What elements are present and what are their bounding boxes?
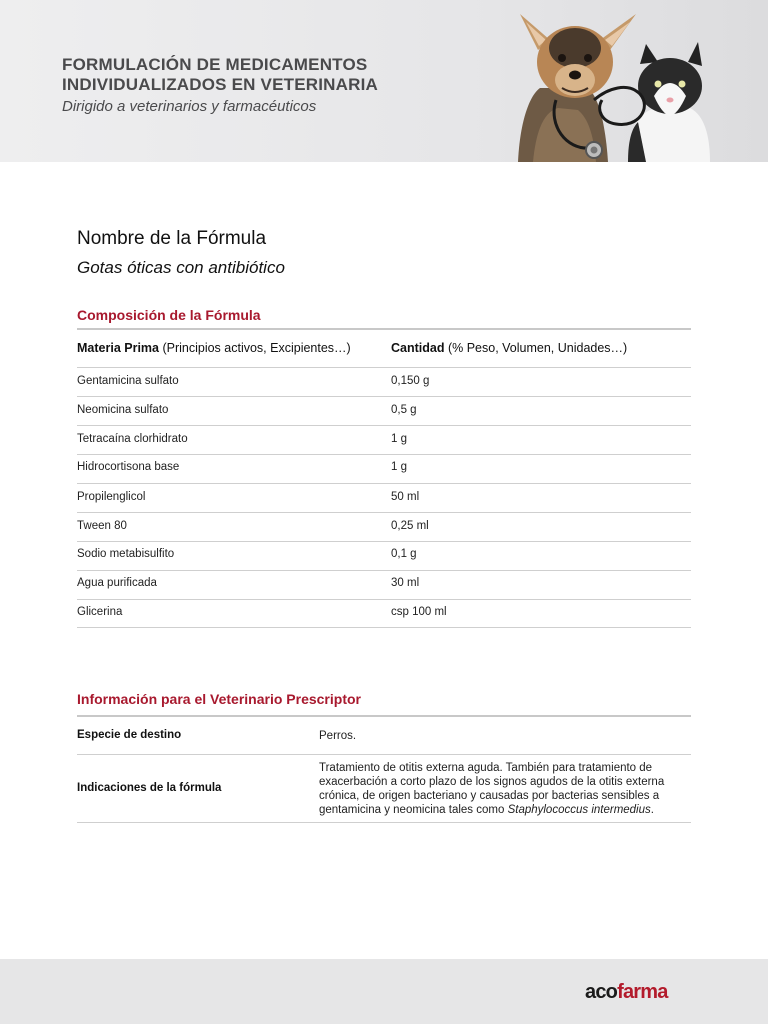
amount-cell: 0,25 ml: [391, 520, 429, 532]
header-banner: [0, 0, 768, 162]
material-cell: Tween 80: [77, 520, 127, 532]
indications-value: Tratamiento de otitis externa aguda. También para tratamiento de exacerbación a corto plazo de los signos agudos de la otitis externa crónica, de origen bacteriano y causadas por bacterias sensibles a gentamicina y neomicina tales como Staphylococcus intermedius.: [319, 762, 665, 816]
header-divider: [77, 367, 691, 368]
material-cell: Gentamicina sulfato: [77, 375, 179, 387]
row-divider: [77, 541, 691, 542]
composition-heading: Composición de la Fórmula: [77, 307, 261, 323]
document-title: [62, 55, 482, 95]
row-divider: [77, 599, 691, 600]
column-header-material: Materia Prima (Principios activos, Excipientes…): [77, 341, 351, 355]
composition-top-rule: [77, 328, 691, 330]
material-cell: Sodio metabisulfito: [77, 548, 175, 560]
material-cell: Glicerina: [77, 606, 123, 618]
amount-cell: 50 ml: [391, 491, 420, 503]
material-cell: Hidrocortisona base: [77, 461, 180, 473]
species-value: Perros.: [319, 730, 357, 742]
row-divider: [77, 512, 691, 513]
amount-cell: 1 g: [391, 461, 407, 473]
column-header-amount: Cantidad (% Peso, Volumen, Unidades…): [391, 341, 628, 355]
row-divider: [77, 425, 691, 426]
amount-cell: csp 100 ml: [391, 606, 447, 618]
prescriber-top-rule: [77, 715, 691, 717]
formula-name: Gotas óticas con antibiótico: [77, 258, 285, 277]
row-divider: [77, 627, 691, 628]
formula-name-label: Nombre de la Fórmula: [77, 228, 267, 249]
row-divider: [77, 454, 691, 455]
material-cell: Neomicina sulfato: [77, 404, 169, 416]
document-title-line1: FORMULACIÓN DE MEDICAMENTOS: [62, 55, 368, 74]
dog-cat-stethoscope-photo: [478, 0, 768, 162]
material-cell: Tetracaína clorhidrato: [77, 433, 188, 445]
amount-cell: 30 ml: [391, 577, 420, 589]
acofarma-logo: acofarma: [585, 981, 668, 1003]
info-bottom-rule: [77, 822, 691, 823]
indications-label: Indicaciones de la fórmula: [77, 782, 222, 794]
prescriber-heading: Información para el Veterinario Prescriptor: [77, 691, 361, 707]
amount-cell: 1 g: [391, 433, 407, 445]
row-divider: [77, 483, 691, 484]
document-title-line2: INDIVIDUALIZADOS EN VETERINARIA: [62, 75, 378, 94]
amount-cell: 0,150 g: [391, 375, 430, 387]
species-label: Especie de destino: [77, 729, 182, 741]
amount-cell: 0,5 g: [391, 404, 417, 416]
document-subtitle: Dirigido a veterinarios y farmacéuticos: [62, 98, 317, 115]
material-cell: Propilenglicol: [77, 491, 146, 503]
row-divider: [77, 570, 691, 571]
amount-cell: 0,1 g: [391, 548, 417, 560]
info-divider: [77, 754, 691, 755]
row-divider: [77, 396, 691, 397]
material-cell: Agua purificada: [77, 577, 157, 589]
